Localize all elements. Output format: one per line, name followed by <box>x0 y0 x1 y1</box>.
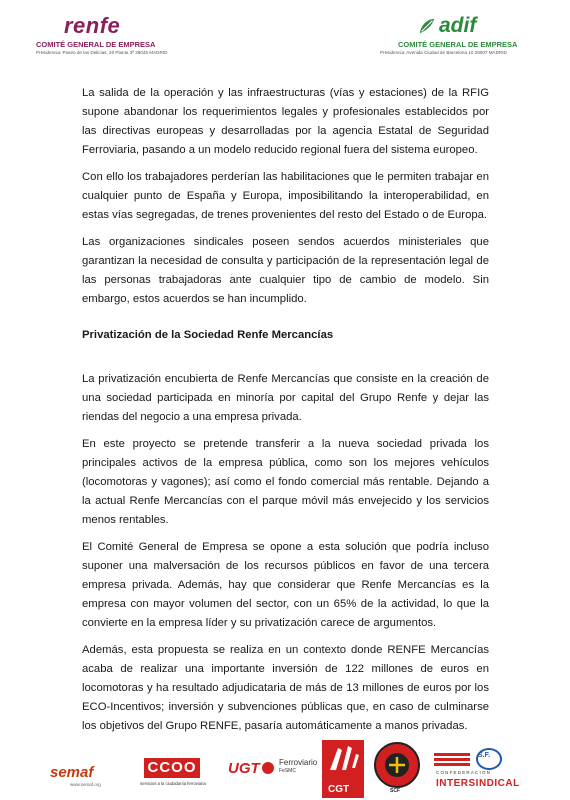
semaf-logo: semaf <box>50 764 94 781</box>
document-body <box>82 84 489 744</box>
cgt-text: CGT <box>328 784 350 795</box>
adif-org-name: COMITÉ GENERAL DE EMPRESA <box>398 40 518 49</box>
paragraph-2: Con ello los trabajadores perderían las habilitaciones que le permiten trabajar en cualquier punto de España y Europa, imposibilitando la interoperabilidad, en estas vías segregadas, de trenes provenientes del resto del Estado o de Europa. <box>82 171 489 221</box>
ugt-logo: UGT <box>228 760 260 777</box>
ugt-badge-icon <box>262 762 274 774</box>
paragraph-3: Las organizaciones sindicales poseen sendos acuerdos ministeriales que garantizan la necesidad de consulta y participación de la representación legal de las personas trabajadoras ante cualquier tipo de cambio de modelo. Sin embargo, estos acuerdos se han incumplido. <box>82 236 489 305</box>
scf-logo <box>374 742 420 788</box>
paragraph-7: Además, esta propuesta se realiza en un contexto donde RENFE Mercancías acaba de realizar una importante inversión de 122 millones de euros en locomotoras y ha resultado adjudicataria de más de 13 millones de euros por los ECO-Incentivos; inversión y subvenciones públicas que, en caso de culminarse los objetivos del Grupo RENFE, pasaría automáticamente a manos privadas. <box>82 644 489 732</box>
scf-emblem-icon <box>376 744 418 786</box>
ccoo-logo: CCOO <box>144 758 200 778</box>
confederacion-text: CONFEDERACIÓN <box>436 770 492 775</box>
paragraph-1: La salida de la operación y las infraestructuras (vías y estaciones) de la RFIG supone abandonar los requerimientos legales y profesionales establecidos por las directivas europeas y desarrolladas por la agencia Estatal de Seguridad Ferroviaria, pasando a un modelo reducido regional fuera del sistema europeo. <box>82 87 489 156</box>
paragraph-5: En este proyecto se pretende transferir a la nueva sociedad privada los principales activos de la empresa pública, como son los mejores vehículos (locomotoras y vagones); así como el fondo comercial más rentable. Dejando a la actual Renfe Mercancías con el parque móvil más envejecido y los servicios menos rentables. <box>82 438 489 526</box>
intersindical-stripes-icon <box>434 752 470 768</box>
scf-text: SCF <box>390 788 400 794</box>
renfe-header <box>28 14 228 55</box>
cgt-emblem-icon <box>322 740 364 780</box>
section-heading: Privatización de la Sociedad Renfe Mercancías <box>82 329 334 341</box>
renfe-org-name: COMITÉ GENERAL DE EMPRESA <box>36 40 156 49</box>
adif-address: Presidencia: Avenida Ciudad de Barcelona 10 28007 MADRID <box>380 50 507 55</box>
adif-header <box>378 14 548 55</box>
ccoo-subtitle: servicios a la ciudadanía ferroviaria <box>140 781 206 786</box>
adif-logo: adif <box>439 14 477 37</box>
ugt-fesmc: FeSMC <box>279 768 296 774</box>
adif-leaf-icon <box>418 17 436 35</box>
ugt-ferroviario: Ferroviario <box>279 758 318 767</box>
renfe-logo: renfe <box>64 13 121 38</box>
renfe-address: Presidencia: Paseo de las Delicias, 20 Planta 3ª 28045 MADRID <box>36 50 168 55</box>
paragraph-4: La privatización encubierta de Renfe Mercancías que consiste en la creación de una sociedad participada en minoría por capital del Grupo Renfe y dejar las riendas del negocio a una empresa privada. <box>82 373 489 423</box>
paragraph-6: El Comité General de Empresa se opone a esta solución que podría incluso suponer una malversación de los recursos públicos en favor de una tercera empresa privada. Además, hay que considerar que Renfe Mercancías es la empresa con mayor volumen del sector, con un 65% de la actividad, lo que la convierte en la empresa líder y su privatización carece de argumentos. <box>82 541 489 629</box>
sf-text: S.F. <box>478 752 491 759</box>
intersindical-logo: INTERSINDICAL <box>436 778 520 789</box>
semaf-url: www.semaf.org <box>70 782 101 787</box>
union-logos-footer <box>0 740 570 800</box>
